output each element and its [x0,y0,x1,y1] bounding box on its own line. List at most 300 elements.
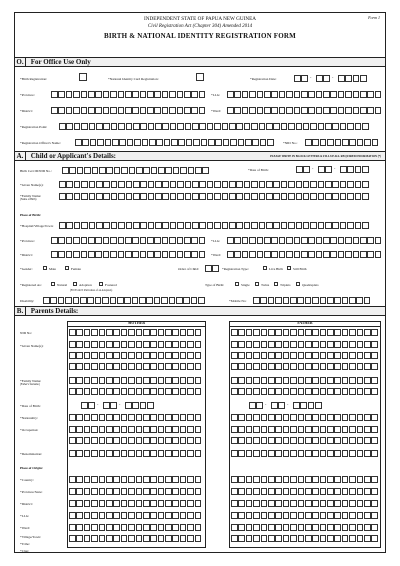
char-box[interactable] [342,476,349,483]
char-box[interactable] [91,450,98,457]
char-box[interactable] [76,414,83,421]
char-box[interactable] [246,437,253,444]
char-box[interactable] [320,341,327,348]
char-box[interactable] [169,297,176,304]
char-box[interactable] [371,512,378,519]
char-box[interactable] [268,363,275,370]
char-box[interactable] [231,363,238,370]
char-box[interactable] [51,237,58,244]
char-box[interactable] [136,377,143,384]
char-box[interactable] [158,437,165,444]
char-box[interactable] [148,123,155,130]
char-box[interactable] [84,437,91,444]
char-box[interactable] [147,107,154,114]
char-box[interactable] [357,488,364,495]
char-box[interactable] [244,222,251,229]
char-box[interactable] [375,91,382,98]
char-box[interactable] [283,535,290,542]
char-box[interactable] [118,91,125,98]
char-box[interactable] [364,139,371,146]
char-box[interactable] [165,476,172,483]
char-box[interactable] [261,476,268,483]
char-box[interactable] [327,500,334,507]
char-box[interactable] [92,167,99,174]
char-box[interactable] [271,237,278,244]
char-box[interactable] [195,512,202,519]
char-box[interactable] [66,123,73,130]
char-box[interactable] [158,488,165,495]
char-box[interactable] [349,476,356,483]
char-box[interactable] [59,222,66,229]
char-box[interactable] [268,437,275,444]
char-box[interactable] [121,437,128,444]
char-box[interactable] [238,352,245,359]
char-box[interactable] [334,500,341,507]
char-box[interactable] [334,352,341,359]
char-box[interactable] [180,535,187,542]
single-checkbox[interactable] [235,282,239,286]
char-box[interactable] [84,450,91,457]
char-box[interactable] [128,352,135,359]
char-box[interactable] [162,193,169,200]
char-box[interactable] [191,91,198,98]
char-box[interactable] [371,535,378,542]
char-box[interactable] [296,181,303,188]
char-box[interactable] [290,341,297,348]
char-box[interactable] [268,450,275,457]
char-box[interactable] [136,535,143,542]
char-box[interactable] [73,237,80,244]
char-box[interactable] [261,426,268,433]
father-nationality-input[interactable] [231,414,379,421]
char-box[interactable] [58,107,65,114]
char-box[interactable] [84,167,91,174]
char-box[interactable] [371,437,378,444]
father-nid-input[interactable] [231,329,379,336]
char-box[interactable] [89,222,96,229]
char-box[interactable] [187,377,194,384]
char-box[interactable] [320,139,327,146]
char-box[interactable] [290,352,297,359]
char-box[interactable] [180,377,187,384]
char-box[interactable] [111,193,118,200]
char-box[interactable] [143,341,150,348]
char-box[interactable] [246,352,253,359]
char-box[interactable] [320,297,327,304]
char-box[interactable] [362,222,369,229]
char-box[interactable] [371,352,378,359]
char-box[interactable] [259,123,266,130]
char-box[interactable] [305,500,312,507]
char-box[interactable] [266,193,273,200]
char-box[interactable] [69,500,76,507]
char-box[interactable] [290,363,297,370]
char-box[interactable] [261,377,268,384]
char-box[interactable] [249,237,256,244]
father-family-input-2[interactable] [231,388,379,395]
char-box[interactable] [150,377,157,384]
char-box[interactable] [261,414,268,421]
char-box[interactable] [148,222,155,229]
char-box[interactable] [128,329,135,336]
char-box[interactable] [320,450,327,457]
mother-occupation-input-1[interactable] [69,426,202,433]
char-box[interactable] [245,139,252,146]
char-box[interactable] [149,139,156,146]
char-box[interactable] [140,251,147,258]
child-llg-input[interactable] [227,237,382,244]
char-box[interactable] [172,329,179,336]
char-box[interactable] [180,524,187,531]
mother-family-input-2[interactable] [69,388,202,395]
char-box[interactable] [310,193,317,200]
char-box[interactable] [257,107,264,114]
char-box[interactable] [334,437,341,444]
char-box[interactable] [180,488,187,495]
char-box[interactable] [158,512,165,519]
char-box[interactable] [268,426,275,433]
char-box[interactable] [290,488,297,495]
char-box[interactable] [334,512,341,519]
char-box[interactable] [320,488,327,495]
char-box[interactable] [121,524,128,531]
char-box[interactable] [222,123,229,130]
char-box[interactable] [357,388,364,395]
char-box[interactable] [294,91,301,98]
char-box[interactable] [150,414,157,421]
char-box[interactable] [367,91,374,98]
char-box[interactable] [87,297,94,304]
char-box[interactable] [338,91,345,98]
char-box[interactable] [143,524,150,531]
char-box[interactable] [261,352,268,359]
hospital-input[interactable] [59,222,369,229]
char-box[interactable] [320,476,327,483]
char-box[interactable] [290,329,297,336]
char-box[interactable] [172,500,179,507]
char-box[interactable] [176,297,183,304]
char-box[interactable] [261,329,268,336]
char-box[interactable] [106,450,113,457]
char-box[interactable] [253,488,260,495]
char-box[interactable] [334,363,341,370]
char-box[interactable] [242,237,249,244]
char-box[interactable] [193,139,200,146]
char-box[interactable] [172,352,179,359]
char-box[interactable] [187,524,194,531]
char-box[interactable] [110,237,117,244]
char-box[interactable] [99,450,106,457]
char-box[interactable] [76,512,83,519]
char-box[interactable] [334,488,341,495]
char-box[interactable] [128,426,135,433]
char-box[interactable] [113,426,120,433]
char-box[interactable] [69,329,76,336]
char-box[interactable] [158,535,165,542]
char-box[interactable] [371,414,378,421]
char-box[interactable] [103,193,110,200]
char-box[interactable] [76,377,83,384]
char-box[interactable] [113,524,120,531]
char-box[interactable] [327,341,334,348]
char-box[interactable] [165,450,172,457]
char-box[interactable] [185,193,192,200]
char-box[interactable] [113,512,120,519]
char-box[interactable] [257,91,264,98]
char-box[interactable] [121,329,128,336]
char-box[interactable] [172,524,179,531]
char-box[interactable] [113,388,120,395]
char-box[interactable] [150,329,157,336]
char-box[interactable] [158,377,165,384]
char-box[interactable] [372,139,379,146]
char-box[interactable] [136,388,143,395]
char-box[interactable] [273,181,280,188]
char-box[interactable] [330,237,337,244]
char-box[interactable] [342,377,349,384]
char-box[interactable] [99,488,106,495]
char-box[interactable] [349,363,356,370]
char-box[interactable] [334,450,341,457]
char-box[interactable] [59,123,66,130]
char-box[interactable] [231,388,238,395]
char-box[interactable] [143,377,150,384]
char-box[interactable] [349,535,356,542]
char-box[interactable] [99,426,106,433]
char-box[interactable] [342,352,349,359]
char-box[interactable] [128,450,135,457]
char-box[interactable] [355,222,362,229]
registration-point-input[interactable] [59,123,369,130]
char-box[interactable] [238,524,245,531]
char-box[interactable] [69,352,76,359]
char-box[interactable] [126,222,133,229]
char-box[interactable] [69,363,76,370]
char-box[interactable] [283,352,290,359]
char-box[interactable] [327,297,334,304]
char-box[interactable] [257,237,264,244]
char-box[interactable] [323,91,330,98]
char-box[interactable] [187,437,194,444]
char-box[interactable] [66,237,73,244]
char-box[interactable] [132,107,139,114]
char-box[interactable] [349,426,356,433]
char-box[interactable] [99,476,106,483]
char-box[interactable] [305,450,312,457]
char-box[interactable] [172,341,179,348]
char-box[interactable] [312,524,319,531]
char-box[interactable] [150,363,157,370]
char-box[interactable] [312,414,319,421]
char-box[interactable] [357,352,364,359]
char-box[interactable] [229,222,236,229]
char-box[interactable] [253,414,260,421]
char-box[interactable] [43,297,50,304]
char-box[interactable] [66,107,73,114]
char-box[interactable] [261,535,268,542]
father-occupation-input-1[interactable] [231,426,379,433]
char-box[interactable] [345,107,352,114]
char-box[interactable] [279,91,286,98]
char-box[interactable] [154,91,161,98]
order-of-child-input[interactable] [205,265,220,272]
char-box[interactable] [162,251,169,258]
char-box[interactable] [298,437,305,444]
char-box[interactable] [82,139,89,146]
child-ward-input[interactable] [227,251,382,258]
char-box[interactable] [118,222,125,229]
char-box[interactable] [192,193,199,200]
char-box[interactable] [312,363,319,370]
char-box[interactable] [244,123,251,130]
char-box[interactable] [371,488,378,495]
char-box[interactable] [338,107,345,114]
char-box[interactable] [342,297,349,304]
char-box[interactable] [367,107,374,114]
char-box[interactable] [128,512,135,519]
char-box[interactable] [199,91,206,98]
char-box[interactable] [349,377,356,384]
char-box[interactable] [298,426,305,433]
char-box[interactable] [158,167,165,174]
char-box[interactable] [187,535,194,542]
char-box[interactable] [66,222,73,229]
char-box[interactable] [349,297,356,304]
char-box[interactable] [227,251,234,258]
char-box[interactable] [133,222,140,229]
char-box[interactable] [132,251,139,258]
char-box[interactable] [246,377,253,384]
char-box[interactable] [110,91,117,98]
char-box[interactable] [121,450,128,457]
char-box[interactable] [75,139,82,146]
char-box[interactable] [332,222,339,229]
char-box[interactable] [121,341,128,348]
char-box[interactable] [103,123,110,130]
char-box[interactable] [113,341,120,348]
char-box[interactable] [301,107,308,114]
char-box[interactable] [231,377,238,384]
char-box[interactable] [308,237,315,244]
char-box[interactable] [184,251,191,258]
char-box[interactable] [118,251,125,258]
office-nid-input[interactable] [305,139,379,146]
char-box[interactable] [128,377,135,384]
char-box[interactable] [113,437,120,444]
char-box[interactable] [296,222,303,229]
char-box[interactable] [128,476,135,483]
char-box[interactable] [106,512,113,519]
char-box[interactable] [121,414,128,421]
char-box[interactable] [283,450,290,457]
char-box[interactable] [236,222,243,229]
char-box[interactable] [251,222,258,229]
char-box[interactable] [133,193,140,200]
char-box[interactable] [275,500,282,507]
char-box[interactable] [172,426,179,433]
char-box[interactable] [246,500,253,507]
char-box[interactable] [266,181,273,188]
char-box[interactable] [185,123,192,130]
char-box[interactable] [121,512,128,519]
char-box[interactable] [334,476,341,483]
char-box[interactable] [301,251,308,258]
char-box[interactable] [180,414,187,421]
char-box[interactable] [275,297,282,304]
char-box[interactable] [327,388,334,395]
char-box[interactable] [253,450,260,457]
char-box[interactable] [230,139,237,146]
char-box[interactable] [180,341,187,348]
char-box[interactable] [261,437,268,444]
mother-dob-day[interactable] [81,402,96,409]
female-checkbox[interactable] [65,266,69,270]
char-box[interactable] [156,139,163,146]
char-box[interactable] [231,414,238,421]
char-box[interactable] [267,139,274,146]
char-box[interactable] [214,222,221,229]
char-box[interactable] [261,363,268,370]
char-box[interactable] [320,524,327,531]
char-box[interactable] [187,512,194,519]
char-box[interactable] [76,341,83,348]
char-box[interactable] [113,535,120,542]
char-box[interactable] [308,107,315,114]
char-box[interactable] [268,500,275,507]
char-box[interactable] [305,426,312,433]
char-box[interactable] [58,297,65,304]
char-box[interactable] [103,107,110,114]
char-box[interactable] [362,181,369,188]
char-box[interactable] [195,476,202,483]
char-box[interactable] [69,450,76,457]
char-box[interactable] [364,414,371,421]
char-box[interactable] [187,450,194,457]
char-box[interactable] [128,437,135,444]
father-occupation-input-2[interactable] [231,437,379,444]
father-denomination-input[interactable] [231,450,379,457]
char-box[interactable] [327,363,334,370]
mother-occupation-input-2[interactable] [69,437,202,444]
char-box[interactable] [257,251,264,258]
char-box[interactable] [364,488,371,495]
char-box[interactable] [275,352,282,359]
char-box[interactable] [150,512,157,519]
char-box[interactable] [140,222,147,229]
char-box[interactable] [191,107,198,114]
char-box[interactable] [364,352,371,359]
char-box[interactable] [113,414,120,421]
char-box[interactable] [332,123,339,130]
char-box[interactable] [95,107,102,114]
char-box[interactable] [234,237,241,244]
char-box[interactable] [320,500,327,507]
char-box[interactable] [99,524,106,531]
char-box[interactable] [268,329,275,336]
char-box[interactable] [273,123,280,130]
char-box[interactable] [69,377,76,384]
char-box[interactable] [103,251,110,258]
char-box[interactable] [187,414,194,421]
char-box[interactable] [312,377,319,384]
char-box[interactable] [69,512,76,519]
char-box[interactable] [332,193,339,200]
char-box[interactable] [275,488,282,495]
char-box[interactable] [172,388,179,395]
char-box[interactable] [334,329,341,336]
char-box[interactable] [81,222,88,229]
char-box[interactable] [342,139,349,146]
